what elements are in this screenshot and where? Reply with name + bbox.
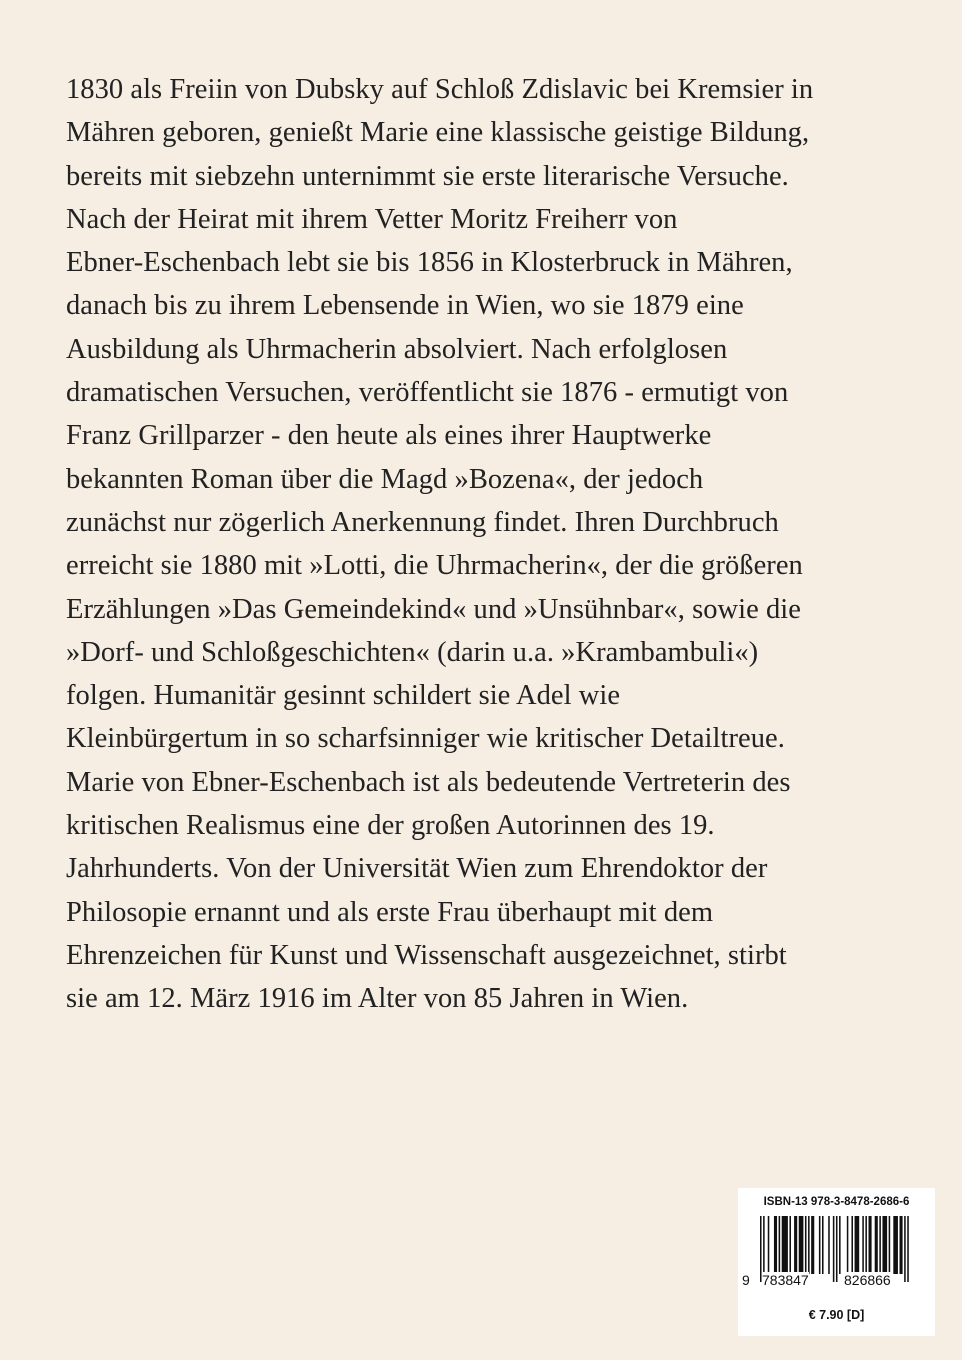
barcode-digits-right: 826866 (844, 1272, 891, 1288)
barcode-bar (882, 1216, 887, 1274)
barcode-digits-left: 783847 (762, 1272, 809, 1288)
barcode-bar (855, 1216, 860, 1274)
isbn-barcode-box (738, 1188, 935, 1336)
barcode-bar (789, 1216, 791, 1274)
barcode-bar (865, 1216, 867, 1274)
barcode-bar (805, 1216, 807, 1274)
barcode-bar (851, 1216, 853, 1274)
barcode-bar (799, 1216, 804, 1274)
barcode-bar (875, 1216, 878, 1274)
barcode-bar (893, 1216, 898, 1274)
price-label: € 7.90 [D] (808, 1308, 865, 1322)
barcode-bar (828, 1216, 830, 1274)
barcode-bar (779, 1216, 781, 1274)
barcode-bar (847, 1216, 849, 1274)
barcode-bar (822, 1216, 824, 1274)
barcode-bar (900, 1216, 903, 1274)
barcode-digit-lead: 9 (742, 1272, 750, 1288)
barcode-bar (839, 1216, 841, 1274)
barcode-bar (819, 1216, 821, 1274)
barcode-bar (794, 1216, 797, 1274)
barcode-digits (738, 1272, 935, 1292)
barcode-bar (768, 1216, 770, 1274)
barcode-bar (774, 1216, 777, 1274)
barcode-bar (811, 1216, 814, 1274)
author-biography: 1830 als Freiin von Dubsky auf Schloß Zdislavic bei Kremsier in Mähren geboren, genießt Marie eine klassische geistige Bildung, bereits mit siebzehn unternimmt sie erste literarische Versuche. Nach der Heirat mit ihrem Vetter Moritz Freiherr von Ebner-Eschenbach lebt sie bis 1856 in Klosterbruck in Mähren, danach bis zu ihrem Lebensende in Wien, wo sie 1879 eine Ausbildung als Uhrmacherin absolviert. Nach erfolglosen dramatischen Versuchen, veröffentlicht sie 1876 - ermutigt von Franz Grillparzer - den heute als eines ihrer Hauptwerke bekannten Roman über die Magd »Bozena«, der jedoch zunächst nur zögerlich Anerkennung findet. Ihren Durchbruch erreicht sie 1880 mit »Lotti, die Uhrmacherin«, der die größeren Erzählungen »Das Gemeindekind« und »Unsühnbar«, sowie die »Dorf- und Schloßgeschichten« (darin u.a. »Krambambuli«) folgen. Humanitär gesinnt schildert sie Adel wie Kleinbürgertum in so scharfsinniger wie kritischer Detailtreue. Marie von Ebner-Eschenbach ist als bedeutende Vertreterin des kritischen Realismus eine der großen Autorinnen des 19. Jahrhunderts. Von der Universität Wien zum Ehrendoktor der Philosopie ernannt und als erste Frau überhaupt mit dem Ehrenzeichen für Kunst und Wissenschaft ausgezeichnet, stirbt sie am 12. März 1916 im Alter von 85 Jahren in Wien. (66, 74, 814, 1015)
barcode-bar (808, 1216, 810, 1274)
isbn-label: ISBN-13 978-3-8478-2686-6 (763, 1196, 910, 1208)
barcode-bar (869, 1216, 872, 1274)
barcode-bar (879, 1216, 881, 1274)
barcode-bar (889, 1216, 891, 1274)
barcode-bar (862, 1216, 864, 1274)
barcode-bar (782, 1216, 788, 1274)
